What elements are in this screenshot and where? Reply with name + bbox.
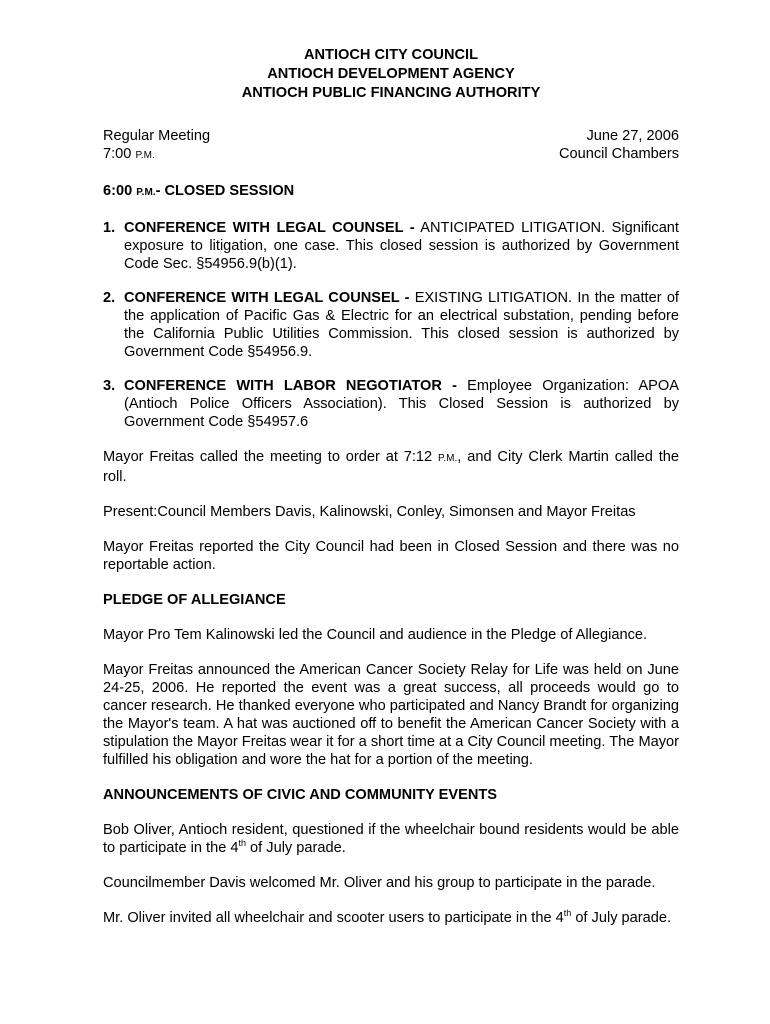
meeting-info-right <box>559 127 679 165</box>
meeting-date: June 27, 2006 <box>586 128 679 144</box>
present-paragraph: Present:Council Members Davis, Kalinowski, Conley, Simonsen and Mayor Freitas <box>103 504 636 520</box>
closed-session-item: 2. CONFERENCE WITH LEGAL COUNSEL - EXISTING LITIGATION. In the matter of the application of Pacific Gas & Electric for an electrical substation, pending before the California Public Utilities Commission. This closed session is authorized by Government Code §54956.9. <box>103 290 679 360</box>
oliver-invite-paragraph: Mr. Oliver invited all wheelchair and scooter users to participate in the 4th of July parade. <box>103 908 672 926</box>
header-development-agency: ANTIOCH DEVELOPMENT AGENCY <box>267 66 515 82</box>
closed-session-items <box>103 219 679 431</box>
meeting-time: 7:00 P.M. <box>103 146 155 162</box>
relay-for-life-paragraph: Mayor Freitas announced the American Cancer Society Relay for Life was held on June 24-25, 2006. He reported the event was a great success, all proceeds would go to cancer research. He thanked everyone who participated and Nancy Brandt for organizing the Mayor's team. A hat was auctioned off to benefit the American Cancer Society with a stipulation the Mayor Freitas wear it for a short time at a City Council meeting. The Mayor fulfilled his obligation and wore the hat for a portion of the meeting. <box>103 662 679 768</box>
meeting-location: Council Chambers <box>558 146 679 162</box>
document-header <box>103 46 679 103</box>
oliver-question-paragraph: Bob Oliver, Antioch resident, questioned if the wheelchair bound residents would be able to participate in the 4th of July parade. <box>103 822 679 856</box>
closed-session-report-paragraph: Mayor Freitas reported the City Council had been in Closed Session and there was no reportable action. <box>103 539 679 573</box>
closed-session-item: 1. CONFERENCE WITH LEGAL COUNSEL - ANTICIPATED LITIGATION. Significant exposure to litigation, one case. This closed session is authorized by Government Code Sec. §54956.9(b)(1). <box>103 220 679 272</box>
minutes-page <box>103 46 679 927</box>
call-to-order-paragraph: Mayor Freitas called the meeting to order at 7:12 P.M., and City Clerk Martin called the roll. <box>103 449 679 485</box>
pledge-paragraph: Mayor Pro Tem Kalinowski led the Council and audience in the Pledge of Allegiance. <box>103 627 648 643</box>
meeting-info-left <box>103 127 210 165</box>
header-financing-authority: ANTIOCH PUBLIC FINANCING AUTHORITY <box>241 85 541 101</box>
davis-welcome-paragraph: Councilmember Davis welcomed Mr. Oliver and his group to participate in the parade. <box>103 875 656 891</box>
announcements-heading: ANNOUNCEMENTS OF CIVIC AND COMMUNITY EVENTS <box>103 787 498 803</box>
header-city-council: ANTIOCH CITY COUNCIL <box>303 47 479 63</box>
pledge-heading: PLEDGE OF ALLEGIANCE <box>103 592 286 608</box>
closed-session-item: 3. CONFERENCE WITH LABOR NEGOTIATOR - Employee Organization: APOA (Antioch Police Officers Association). This Closed Session is authorized by Government Code §54957.6 <box>103 378 680 430</box>
meeting-info <box>103 127 679 165</box>
meeting-type: Regular Meeting <box>103 128 211 144</box>
closed-session-heading: 6:00 P.M.- CLOSED SESSION <box>103 183 295 199</box>
